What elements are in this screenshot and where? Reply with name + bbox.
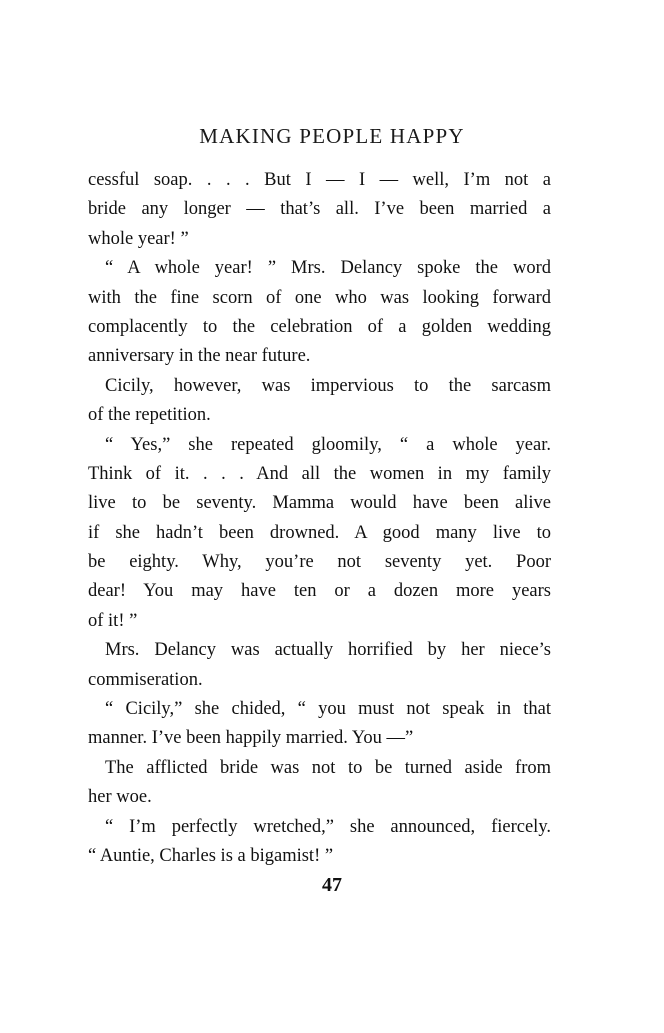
text-line: The afflicted bride was not to be turned aside from (105, 757, 551, 778)
text-line: her woe. (88, 787, 152, 808)
text-line: Mrs. Delancy was actually horrified by her niece’s (105, 640, 551, 661)
text-line: “ Auntie, Charles is a bigamist! ” (88, 845, 334, 866)
running-header: MAKING PEOPLE HAPPY (199, 124, 465, 148)
text-line: of the repetition. (88, 405, 211, 426)
text-line: live to be seventy. Mamma would have been alive (88, 493, 551, 514)
text-line: Cicily, however, was impervious to the sarcasm (105, 375, 551, 396)
text-line: commiseration. (88, 669, 203, 690)
text-line: be eighty. Why, you’re not seventy yet. Poor (88, 552, 551, 573)
text-line: manner. I’ve been happily married. You —” (88, 728, 414, 749)
text-line: “ A whole year! ” Mrs. Delancy spoke the word (105, 258, 551, 279)
text-line: anniversary in the near future. (88, 346, 311, 367)
text-line: “ Yes,” she repeated gloomily, “ a whole year. (105, 434, 551, 455)
text-line: dear! You may have ten or a dozen more years (88, 581, 551, 602)
text-line: if she hadn’t been drowned. A good many live to (88, 522, 551, 543)
text-line: bride any longer — that’s all. I’ve been married a (88, 199, 551, 220)
text-line: cessful soap. . . . But I — I — well, I’m not a (88, 170, 551, 190)
text-line: with the fine scorn of one who was looking forward (88, 287, 551, 308)
text-line: “ I’m perfectly wretched,” she announced, fiercely. (105, 816, 551, 837)
text-line: complacently to the celebration of a golden wedding (88, 316, 551, 337)
text-line: “ Cicily,” she chided, “ you must not speak in that (105, 699, 551, 720)
text-line: whole year! ” (88, 228, 189, 249)
text-line: Think of it. . . . And all the women in my family (88, 463, 551, 484)
page-number: 47 (322, 874, 342, 896)
text-line: of it! ” (88, 610, 138, 631)
body-text (88, 166, 551, 871)
